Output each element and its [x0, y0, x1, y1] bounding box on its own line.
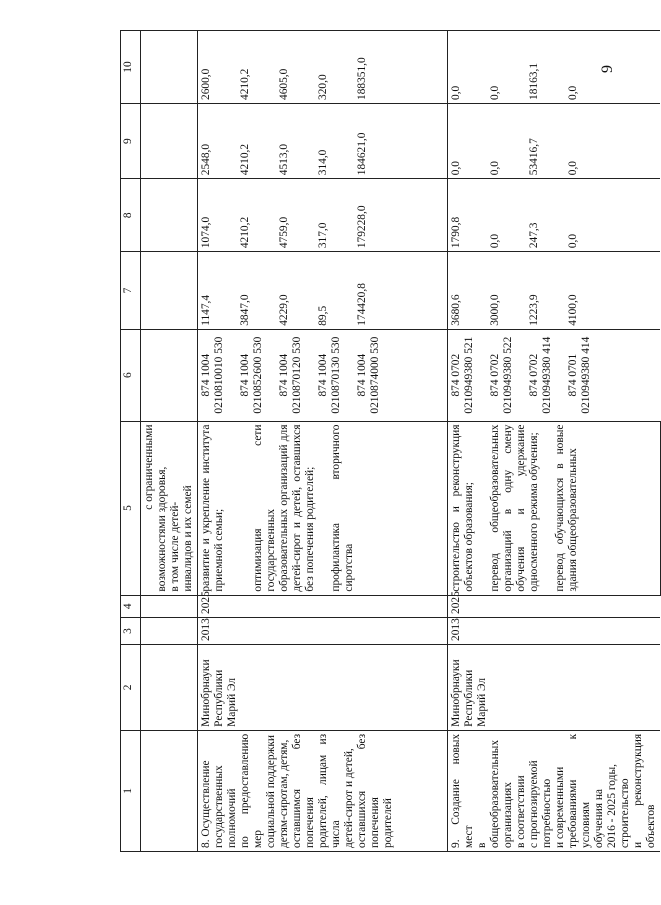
value-cell: 3680,6 [450, 294, 462, 326]
name-line: строительство [619, 778, 631, 848]
name-line: организациях [502, 782, 514, 848]
value-cell: 4605,0 [278, 68, 290, 100]
value-cell: 0,0 [489, 233, 501, 249]
end-year: 2025 [198, 595, 448, 617]
purpose-item: строительство и реконструкция объектов образования; [450, 424, 475, 592]
continuation-line: в том числе детей- [169, 501, 181, 592]
purpose-list [198, 421, 448, 595]
name-line: детей-сирот и детей, [343, 748, 355, 848]
header-cell: 9 [121, 103, 141, 178]
purpose-item: оптимизация сети государственных образовательных организаций для детей-сирот и детей, оставшихся без попечения родителей; [252, 424, 316, 592]
executor: Минобрнауки Республики Марий Эл [198, 645, 448, 731]
value-cell: 2548,0 [200, 143, 212, 176]
values-col8 [448, 179, 661, 252]
name-line: детям-сиротам, детям, [278, 739, 290, 848]
value-cell: 188351,0 [356, 57, 368, 100]
start-year: 2013 [448, 617, 661, 644]
name-line: оставшимся без попечения [291, 733, 316, 848]
value-cell: 89,5 [317, 305, 329, 326]
table-row [448, 31, 661, 852]
name-line: родителей, лицам из числа [317, 733, 342, 848]
header-cell: 6 [121, 329, 141, 421]
value-cell: 317,0 [317, 222, 329, 249]
value-cell: 0,0 [567, 233, 579, 249]
value-cell: 0,0 [489, 161, 501, 176]
value-cell: 184621,0 [356, 132, 368, 176]
value-cell: 0,0 [450, 85, 462, 100]
values-col7 [448, 252, 661, 330]
value-cell: 1790,8 [450, 216, 462, 249]
name-line: требованиями к условиям [567, 733, 592, 848]
value-cell: 4759,0 [278, 216, 290, 249]
budget-code: 874 0702 0210949380 522 [489, 336, 514, 414]
purpose-item: перевод общеобразовательных организаций в одну смену обучения и удержание односменного режима обучения; [489, 424, 540, 592]
value-cell: 247,3 [528, 222, 540, 249]
header-cell: 4 [121, 595, 141, 617]
value-cell: 179228,0 [356, 205, 368, 249]
value-cell: 4210,2 [239, 216, 251, 249]
values-col9 [198, 103, 448, 178]
name-line: в общеобразовательных [476, 739, 501, 848]
value-cell: 0,0 [567, 85, 579, 100]
purpose-item: профилактика вторичного сиротства [330, 424, 355, 592]
name-line: и реконструкция объектов [632, 733, 657, 848]
table-row [198, 31, 448, 852]
value-cell: 0,0 [489, 85, 501, 100]
value-cell: 4210,2 [239, 143, 251, 176]
name-line: с прогнозируемой [528, 760, 540, 848]
purpose-item: развитие и укрепление института приемной семьи; [200, 424, 225, 592]
measure-name [448, 730, 661, 851]
value-cell: 320,0 [317, 74, 329, 100]
name-line: социальной поддержки [265, 734, 277, 848]
name-line: 2016 - 2025 годы, [606, 764, 618, 848]
continuation-purpose [141, 421, 198, 595]
value-cell: 3000,0 [489, 294, 501, 326]
purpose-item: перевод обучающихся в новые здания общеобразовательных [554, 424, 579, 592]
header-cell: 2 [121, 645, 141, 731]
continuation-line: с ограниченными [143, 424, 155, 510]
value-cell: 2600,0 [200, 68, 212, 100]
value-cell: 4229,0 [278, 294, 290, 326]
budget-codes [448, 329, 661, 421]
header-cell: 1 [121, 730, 141, 851]
continuation-line: возможностями здоровья, [156, 466, 168, 592]
value-cell: 4100,0 [567, 294, 579, 326]
name-line: обучения на [593, 789, 605, 848]
value-cell: 3847,0 [239, 294, 251, 326]
purpose-list [448, 421, 661, 595]
budget-code: 874 1004 0210810010 530 [200, 336, 225, 414]
name-line: и современными [554, 766, 566, 848]
header-cell: 10 [121, 31, 141, 104]
values-col9 [448, 103, 661, 178]
value-cell: 1074,0 [200, 216, 212, 249]
executor: Минобрнауки Республики Марий Эл [448, 645, 661, 731]
name-line: полномочий [226, 788, 238, 848]
value-cell: 314,0 [317, 149, 329, 176]
values-col10 [198, 31, 448, 104]
program-table [120, 30, 661, 852]
continuation-line: инвалидов и их семей [182, 485, 194, 592]
start-year: 2013 [198, 617, 448, 644]
header-cell: 7 [121, 252, 141, 330]
budget-code: 874 1004 0210852600 530 [239, 336, 264, 414]
value-cell: 53416,7 [528, 138, 540, 176]
rotated-table [120, 30, 657, 852]
value-cell: 4210,2 [239, 68, 251, 100]
measure-name [198, 730, 448, 851]
name-line: 9. Создание новых мест [450, 733, 475, 848]
budget-codes [198, 329, 448, 421]
values-col10 [448, 31, 661, 104]
header-cell: 3 [121, 617, 141, 644]
header-row [121, 31, 141, 852]
value-cell: 0,0 [567, 161, 579, 176]
end-year: 2025 [448, 595, 661, 617]
name-line: государственных [213, 765, 225, 848]
budget-code: 874 0701 0210949380 414 [567, 336, 592, 414]
continuation-row [141, 31, 198, 852]
value-cell: 4513,0 [278, 143, 290, 176]
name-line: оставшихся без попечения [356, 733, 381, 848]
name-line: 8. Осуществление [200, 760, 212, 848]
budget-code: 874 0702 0210949380 414 [528, 336, 553, 414]
value-cell: 174420,8 [356, 283, 368, 326]
name-line: потребностью [541, 778, 553, 848]
values-col7 [198, 252, 448, 330]
budget-code: 874 1004 0210870130 530 [317, 336, 342, 414]
value-cell: 1223,9 [528, 294, 540, 326]
header-cell: 5 [121, 421, 141, 595]
name-line: в соответствии [515, 775, 527, 848]
values-col8 [198, 179, 448, 252]
value-cell: 18163,1 [528, 62, 540, 100]
value-cell: 1147,4 [200, 294, 212, 326]
budget-code: 874 1004 0210870120 530 [278, 336, 303, 414]
budget-code: 874 0702 0210949380 521 [450, 336, 475, 414]
page-number: 9 [599, 65, 616, 73]
value-cell: 0,0 [450, 161, 462, 176]
header-cell: 8 [121, 179, 141, 252]
name-line: по предоставлению мер [239, 733, 264, 848]
budget-code: 874 1004 0210874000 530 [356, 336, 381, 414]
name-line: родителей [382, 798, 394, 848]
